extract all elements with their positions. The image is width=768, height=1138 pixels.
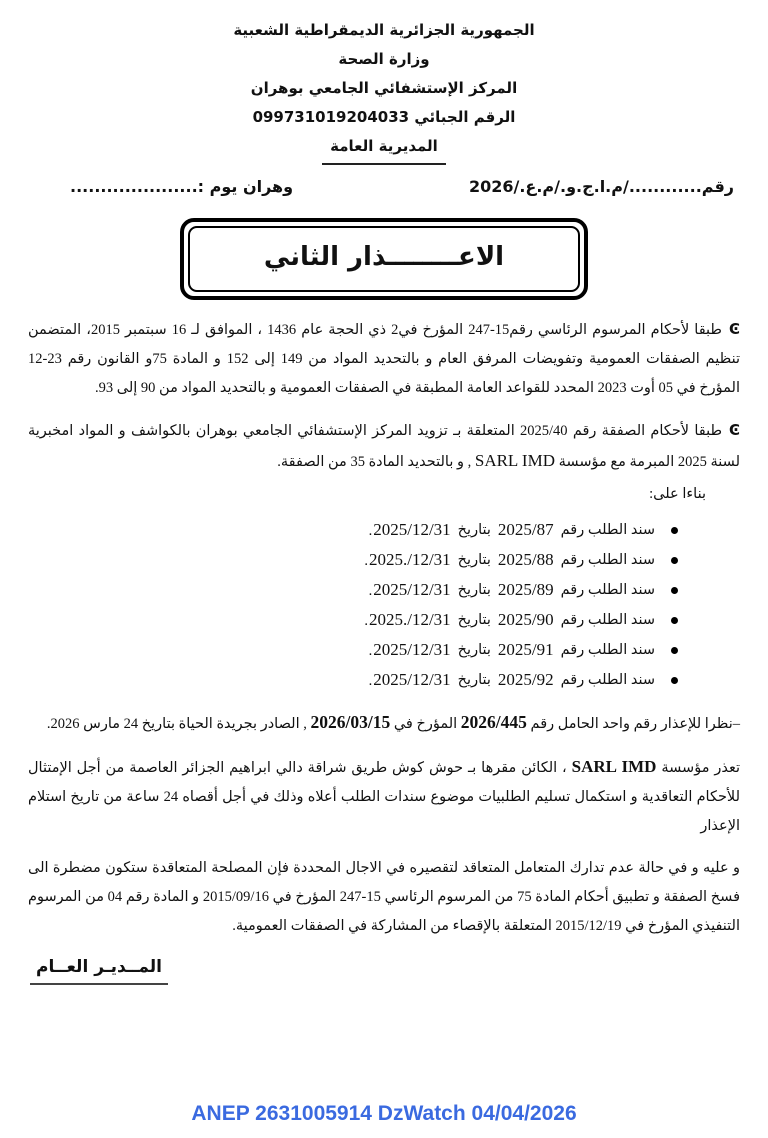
order-date-label: بتاريخ bbox=[457, 521, 491, 538]
order-date: 2025/12/31 bbox=[373, 640, 451, 659]
bullet-icon bbox=[671, 587, 678, 594]
bullet-icon bbox=[671, 557, 678, 564]
order-date-group bbox=[364, 550, 450, 570]
paragraph-first-warning bbox=[28, 708, 740, 739]
letterhead bbox=[0, 0, 768, 165]
letterhead-hospital: المركز الإستشفائي الجامعي بوهران bbox=[250, 79, 518, 97]
order-date-label: بتاريخ bbox=[457, 641, 491, 658]
first-warning-before: –نظرا للإعذار رقم واحد الحامل رقم bbox=[526, 716, 740, 732]
title-box-inner bbox=[188, 226, 580, 292]
order-number: 2025/91 bbox=[497, 640, 554, 659]
anep-footer: ANEP 2631005914 DzWatch 04/04/2026 bbox=[191, 1102, 577, 1125]
paragraph-decree-text: طبقا لأحكام المرسوم الرئاسي رقم15-247 المؤرخ في2 ذي الحجة عام 1436 ، الموافق لـ 16 سبتمبر 2015، المتضمن تنظيم الصفقات العمومية وتفويضات المرفق العام و بالتحديد المواد من 149 إلى 152 و المادة 75و القانون رقم 23-12 المؤرخ في 05 أوت 2023 المحدد للقواعد العامة المطبقة في الصفقات العمومية و بالتحديد المواد من 90 إلى 93. bbox=[28, 322, 740, 396]
list-item bbox=[0, 605, 678, 635]
order-date-label: بتاريخ bbox=[457, 581, 491, 598]
reference-row bbox=[0, 165, 768, 196]
order-date-label: بتاريخ bbox=[457, 671, 491, 688]
company-name: SARL IMD bbox=[571, 757, 657, 776]
order-label: سند الطلب رقم bbox=[560, 581, 655, 598]
section-marker-icon: Ͼ bbox=[729, 421, 741, 439]
paragraph-failure bbox=[28, 752, 740, 841]
list-item bbox=[0, 545, 678, 575]
order-form-list bbox=[0, 515, 678, 695]
first-warning-after: , الصادر بجريدة الحياة بتاريخ 24 مارس 2026. bbox=[46, 716, 311, 732]
order-end-dot: . bbox=[364, 613, 368, 629]
order-end-dot: . bbox=[368, 523, 373, 539]
order-date-label: بتاريخ bbox=[457, 611, 491, 628]
order-number: 2025/89 bbox=[497, 580, 554, 599]
section-marker-icon: Ͼ bbox=[728, 320, 740, 338]
letterhead-directorate bbox=[0, 132, 768, 165]
order-date-group bbox=[369, 520, 451, 540]
bullet-icon bbox=[671, 527, 678, 534]
order-label: سند الطلب رقم bbox=[560, 641, 655, 658]
order-number: 2025/92 bbox=[497, 670, 554, 689]
order-label: سند الطلب رقم bbox=[560, 671, 655, 688]
failure-before: تعذر مؤسسة bbox=[656, 760, 740, 776]
order-end-dot: . bbox=[364, 553, 368, 569]
letterhead-directorate-label: المديرية العامة bbox=[322, 132, 446, 165]
paragraph-contract-after: , و بالتحديد المادة 35 من الصفقة. bbox=[277, 454, 475, 470]
order-end-dot: . bbox=[368, 673, 373, 689]
bullet-icon bbox=[671, 617, 678, 624]
order-date: 2025./12/31 bbox=[368, 550, 451, 569]
paragraph-contract-before: طبقا لأحكام الصفقة رقم 2025/40 المتعلقة بـ تزويد المركز الإستشفائي الجامعي بوهران بالكواشف و المواد امخبرية لسنة 2025 المبرمة مع مؤسسة bbox=[28, 423, 740, 470]
warning-date: 2026/03/15 bbox=[310, 712, 391, 732]
title-box bbox=[180, 218, 588, 300]
company-name: SARL IMD bbox=[474, 451, 555, 470]
list-item bbox=[0, 665, 678, 695]
document-title: الاعــــــــذار الثاني bbox=[263, 242, 505, 272]
paragraph-consequence: و عليه و في حالة عدم تدارك المتعامل المتعاقد لتقصيره في الاجال المحددة فإن المصلحة المتعاقدة ستكون مضطرة الى فسخ الصفقة و تطبيق أحكام المادة 75 من المرسوم الرئاسي 15-247 المؤرخ في 2015/09/16 و المادة رقم 04 من المرسوم التنفيذي المؤرخ في 2015/12/19 المتعلقة بالإقصاء من المشاركة في الصفقات العمومية. bbox=[28, 860, 740, 934]
order-date: 2025/12/31 bbox=[373, 670, 451, 689]
order-date: 2025/12/31 bbox=[373, 580, 451, 599]
paragraph-decree bbox=[28, 315, 740, 403]
letterhead-ministry: وزارة الصحة bbox=[338, 50, 430, 68]
first-warning-mid: المؤرخ في bbox=[390, 716, 461, 732]
order-date: 2025./12/31 bbox=[368, 610, 451, 629]
order-number: 2025/90 bbox=[497, 610, 554, 629]
warning-number: 2026/445 bbox=[460, 712, 527, 732]
failure-after: ، الكائن مقرها بـ حوش كوش طريق شراقة دالي ابراهيم الجزائر العاصمة من أجل الإمتثال للأحكام التعاقدية و استكمال تسليم الطلبيات موضوع سندات الطلب أعلاه وذلك في أجل أقصاه 24 ساعة من تاريخ استلام الإعذار bbox=[28, 760, 741, 834]
list-item bbox=[0, 575, 678, 605]
list-item bbox=[0, 515, 678, 545]
bullet-icon bbox=[671, 677, 678, 684]
order-label: سند الطلب رقم bbox=[560, 551, 655, 568]
place-date: وهران يوم :..................... bbox=[70, 177, 294, 196]
paragraph-contract bbox=[28, 416, 740, 477]
order-number: 2025/88 bbox=[497, 550, 554, 569]
order-label: سند الطلب رقم bbox=[560, 611, 655, 628]
bullet-icon bbox=[671, 647, 678, 654]
order-number: 2025/87 bbox=[497, 520, 554, 539]
general-director-label: المــديـر العــام bbox=[30, 957, 168, 985]
list-item bbox=[0, 635, 678, 665]
letterhead-tax-number: الرقم الجبائي 099731019204033 bbox=[252, 108, 516, 126]
order-end-dot: . bbox=[368, 643, 373, 659]
order-date: 2025/12/31 bbox=[373, 520, 451, 539]
order-date-group bbox=[369, 580, 451, 600]
order-end-dot: . bbox=[368, 583, 373, 599]
based-on-label: بناءا على: bbox=[649, 486, 706, 502]
signature-block bbox=[0, 957, 768, 985]
order-date-group bbox=[369, 640, 451, 660]
order-date-label: بتاريخ bbox=[457, 551, 491, 568]
reference-number: رقم............/م.ا.ج.و./م.ع./2026 bbox=[468, 177, 734, 196]
order-date-group bbox=[364, 610, 450, 630]
letterhead-republic: الجمهورية الجزائرية الديمقراطية الشعبية bbox=[233, 21, 535, 39]
order-date-group bbox=[369, 670, 451, 690]
order-label: سند الطلب رقم bbox=[560, 521, 655, 538]
